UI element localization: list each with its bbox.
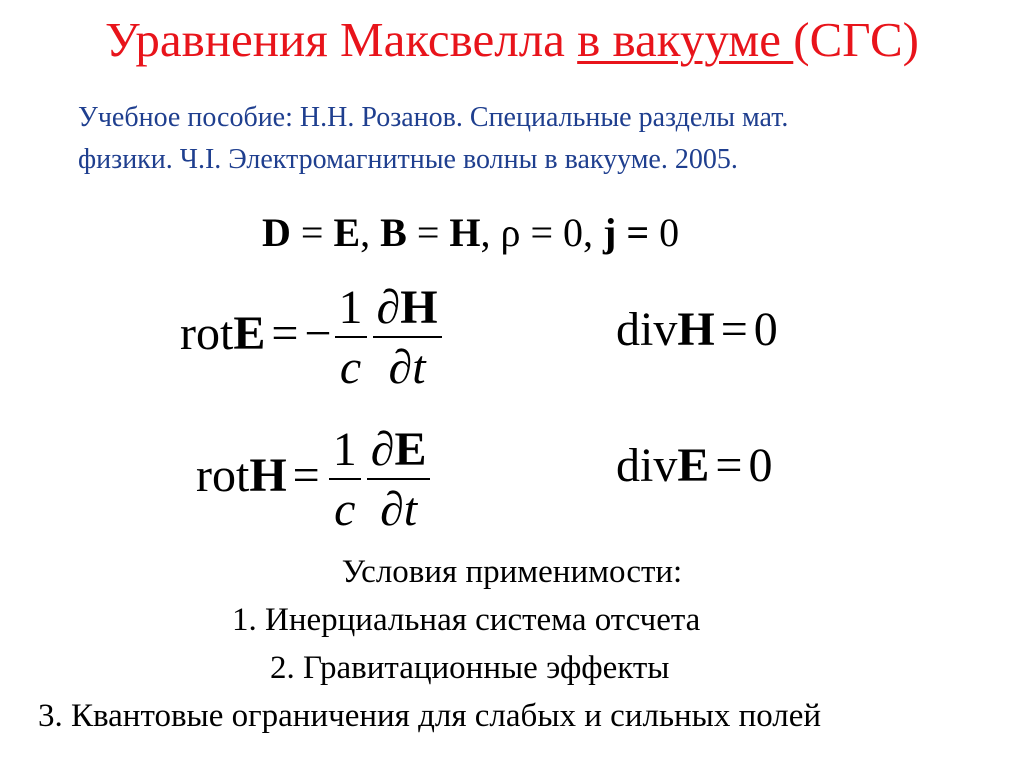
- equals-sign: =: [715, 439, 743, 492]
- symbol-j: j: [603, 210, 617, 255]
- material-relations: [262, 210, 679, 256]
- minus-sign: −: [304, 307, 332, 361]
- denominator: c: [334, 483, 356, 536]
- div-operator: div: [616, 303, 678, 356]
- equation-div-h: [616, 303, 778, 356]
- title-part-3: (СГС): [793, 12, 919, 67]
- numerator: 1: [329, 426, 361, 480]
- equation-rot-h: [196, 423, 433, 536]
- partial-symbol: ∂: [370, 423, 395, 476]
- div-operator: div: [616, 439, 678, 492]
- title-part-2-underlined: в вакууме: [577, 12, 794, 67]
- equation-div-e: [616, 439, 773, 492]
- symbol-b: B: [380, 210, 407, 255]
- reference-text: [78, 97, 978, 181]
- denominator: ∂t: [380, 483, 418, 536]
- zero: 0: [748, 439, 773, 492]
- symbol-e: E: [333, 210, 361, 255]
- equals-3: =: [616, 210, 660, 255]
- applicability-title: Условия применимости:: [341, 554, 683, 590]
- fraction-de-dt: [367, 423, 431, 536]
- zero: 0: [659, 210, 680, 255]
- numerator: 1: [335, 284, 367, 338]
- title-part-1: Уравнения Максвелла: [105, 12, 578, 67]
- rot-operator: rot: [180, 307, 234, 361]
- partial-symbol: ∂: [376, 281, 401, 334]
- equals-sign: =: [271, 307, 299, 361]
- separator-1: ,: [360, 210, 381, 255]
- equals-1: =: [290, 210, 334, 255]
- condition-item-3: 3. Квантовые ограничения для слабых и сильных полей: [38, 698, 822, 734]
- fraction-1-over-c: [335, 281, 367, 394]
- denominator: c: [339, 341, 362, 394]
- condition-item-1: 1. Инерциальная система отсчета: [232, 602, 701, 638]
- fraction-1-over-c: [329, 423, 361, 536]
- equals-sign: =: [292, 449, 320, 503]
- zero: 0: [753, 303, 778, 356]
- denominator: ∂t: [388, 341, 426, 394]
- rot-operator: rot: [196, 449, 250, 503]
- condition-item-2: 2. Гравитационные эффекты: [270, 650, 670, 686]
- numerator: [373, 281, 442, 338]
- symbol-h: H: [449, 210, 481, 255]
- equation-rot-e: [180, 281, 445, 394]
- symbol-d: D: [262, 210, 291, 255]
- slide-title: [0, 12, 1024, 68]
- vector-e: E: [677, 439, 710, 492]
- vector-h: H: [677, 303, 715, 356]
- reference-line-1: Учебное пособие: Н.Н. Розанов. Специальные разделы мат.: [78, 102, 789, 133]
- vector-e: E: [233, 307, 266, 361]
- separator-2: ,: [480, 210, 501, 255]
- rho-zero: ρ = 0,: [500, 210, 604, 255]
- reference-line-2: физики. Ч.I. Электромагнитные волны в вакууме. 2005.: [78, 144, 738, 175]
- vector-e: E: [394, 423, 427, 476]
- numerator: [367, 423, 431, 480]
- vector-h: H: [249, 449, 287, 503]
- vector-h: H: [400, 281, 438, 334]
- equals-2: =: [406, 210, 450, 255]
- equals-sign: =: [720, 303, 748, 356]
- fraction-dh-dt: [373, 281, 442, 394]
